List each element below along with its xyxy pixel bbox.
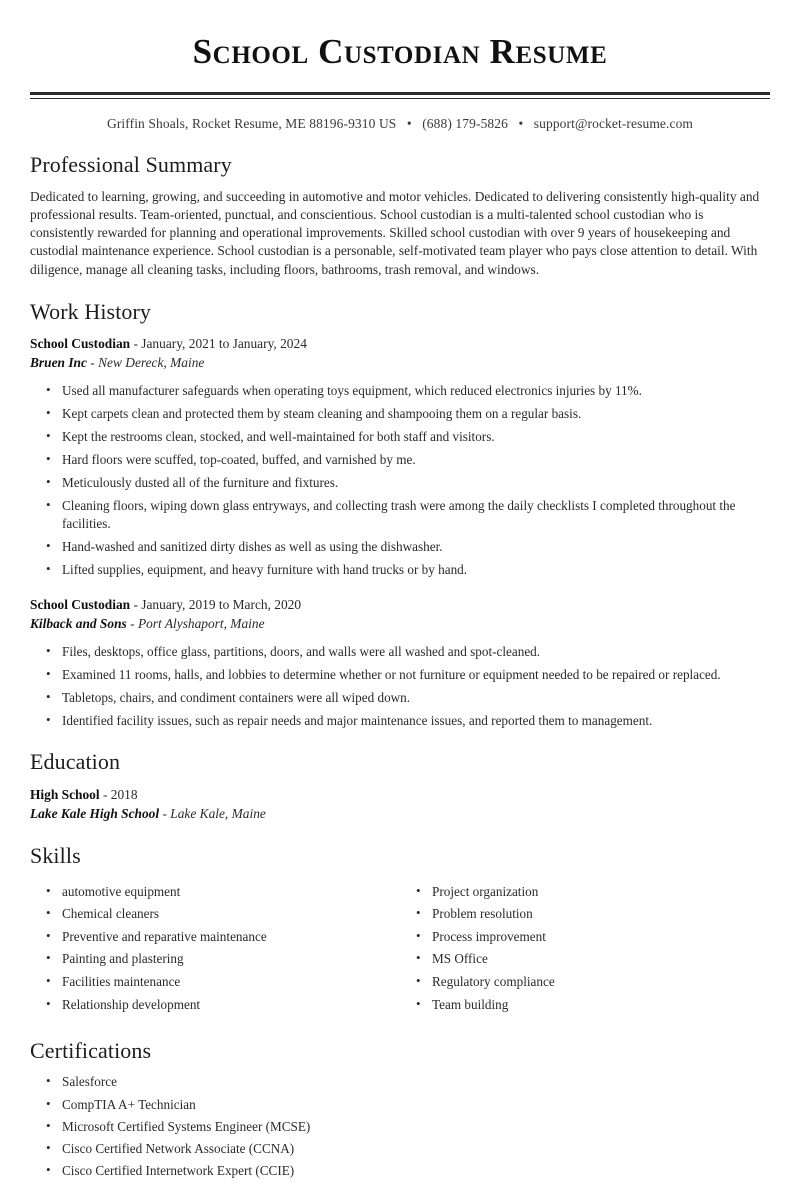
job-bullet: • Identified facility issues, such as repair needs and major maintenance issues, and reported them to management. [52,712,770,730]
education-location: Lake Kale, Maine [170,806,266,822]
skill-item: • Process improvement [422,928,770,946]
section-education [30,749,770,823]
skills-list-left [30,883,400,1013]
section-skills [30,843,770,1018]
job-company: Kilback and Sons [30,616,127,632]
education-degree-line [30,785,770,804]
job-bullet: • Lifted supplies, equipment, and heavy furniture with hand trucks or by hand. [52,561,770,579]
job-location: New Dereck, Maine [98,355,205,371]
job-bullet: • Kept the restrooms clean, stocked, and well-maintained for both staff and visitors. [52,428,770,446]
job-company: Bruen Inc [30,355,87,371]
skill-item: • Regulatory compliance [422,973,770,991]
contact-separator-2: • [518,116,524,132]
contact-address: Griffin Shoals, Rocket Resume, ME 88196-9310 US [106,116,397,132]
certification-item: • Salesforce [52,1073,770,1091]
education-entry [30,785,770,824]
skills-columns [30,879,770,1018]
job-separator: - [133,336,138,352]
section-heading-summary: Professional Summary [30,152,232,178]
skills-column-left [30,879,400,1018]
section-work-history [30,299,770,730]
job-title: School Custodian [30,336,131,352]
job-bullet: • Tabletops, chairs, and condiment containers were all wiped down. [52,689,770,707]
job-separator: - [133,597,138,613]
education-separator: - [102,786,108,802]
certification-item: • CompTIA A+ Technician [52,1096,770,1114]
job-bullet: • Used all manufacturer safeguards when operating toys equipment, which reduced electronics injuries by 11%. [52,382,770,400]
education-school: Lake Kale High School [30,806,160,822]
certification-item: • Cisco Certified Internetwork Expert (CCIE) [52,1162,770,1180]
job-title-line [30,595,770,614]
education-year: 2018 [110,786,138,802]
skill-item: • Preventive and reparative maintenance [52,928,400,946]
work-history-entry [30,595,770,729]
certifications-list [30,1073,770,1179]
job-location: Port Alyshaport, Maine [137,616,265,632]
skills-list-right [400,883,770,1013]
section-certifications [30,1038,770,1179]
certification-item: • Microsoft Certified Systems Engineer (MCSE) [52,1118,770,1136]
job-bullet: • Hand-washed and sanitized dirty dishes as well as using the dishwasher. [52,538,770,556]
job-bullet: • Kept carpets clean and protected them by steam cleaning and shampooing them on a regular basis. [52,405,770,423]
job-bullet: • Cleaning floors, wiping down glass entryways, and collecting trash were among the daily checklists I completed throughout the facilities. [52,497,770,532]
skill-item: • automotive equipment [52,883,400,901]
job-title-line [30,334,770,353]
summary-text: Dedicated to learning, growing, and succeeding in automotive and motor vehicles. Dedicated to delivering consistently high-quality and professional results. Team-oriented, punctual, and conscientious. School custodian is a multi-talented school custodian who is consistently rewarded for planning and operational improvements. Skilled school custodian with over 9 years of housekeeping and custodial maintenance experience. School custodian is a personable, self-motivated team player who pays close attention to detail. With diligence, manage all cleaning tasks, including floors, bathrooms, trash removal, and windows. [30,188,760,277]
skill-item: • Painting and plastering [52,950,400,968]
job-bullet: • Files, desktops, office glass, partitions, doors, and walls were all washed and spot-cleaned. [52,643,770,661]
job-bullet-list [30,382,770,578]
section-heading-skills: Skills [30,843,81,869]
skill-item: • Relationship development [52,996,400,1014]
section-heading-work-history: Work History [30,298,152,324]
education-school-separator: - [162,806,167,822]
skill-item: • Problem resolution [422,905,770,923]
job-company-line [30,353,770,372]
skill-item: • Team building [422,996,770,1014]
job-company-separator: - [90,355,95,371]
section-professional-summary [30,152,770,278]
skill-item: • Facilities maintenance [52,973,400,991]
section-heading-education: Education [30,749,121,775]
skills-column-right [400,879,770,1018]
job-company-line [30,614,770,633]
job-company-separator: - [130,616,135,632]
job-bullet: • Meticulously dusted all of the furniture and fixtures. [52,474,770,492]
contact-line [30,116,770,132]
skill-item: • Project organization [422,883,770,901]
contact-phone: (688) 179-5826 [422,116,508,132]
skill-item: • Chemical cleaners [52,905,400,923]
skill-item: • MS Office [422,950,770,968]
contact-separator-1: • [406,116,412,132]
page-title: School Custodian Resume [192,32,608,71]
education-school-line [30,804,770,823]
section-heading-certifications: Certifications [30,1038,152,1064]
education-degree: High School [30,786,100,802]
job-bullet-list [30,643,770,730]
job-title: School Custodian [30,597,131,613]
job-dates: January, 2019 to March, 2020 [141,597,302,613]
job-bullet: • Examined 11 rooms, halls, and lobbies to determine whether or not furniture or equipment needed to be repaired or replaced. [52,666,770,684]
work-history-entry [30,334,770,578]
header-divider [30,92,770,99]
certification-item: • Cisco Certified Network Associate (CCNA) [52,1140,770,1158]
contact-email[interactable]: support@rocket-resume.com [533,116,694,132]
job-bullet: • Hard floors were scuffed, top-coated, buffed, and varnished by me. [52,451,770,469]
job-dates: January, 2021 to January, 2024 [141,336,307,352]
